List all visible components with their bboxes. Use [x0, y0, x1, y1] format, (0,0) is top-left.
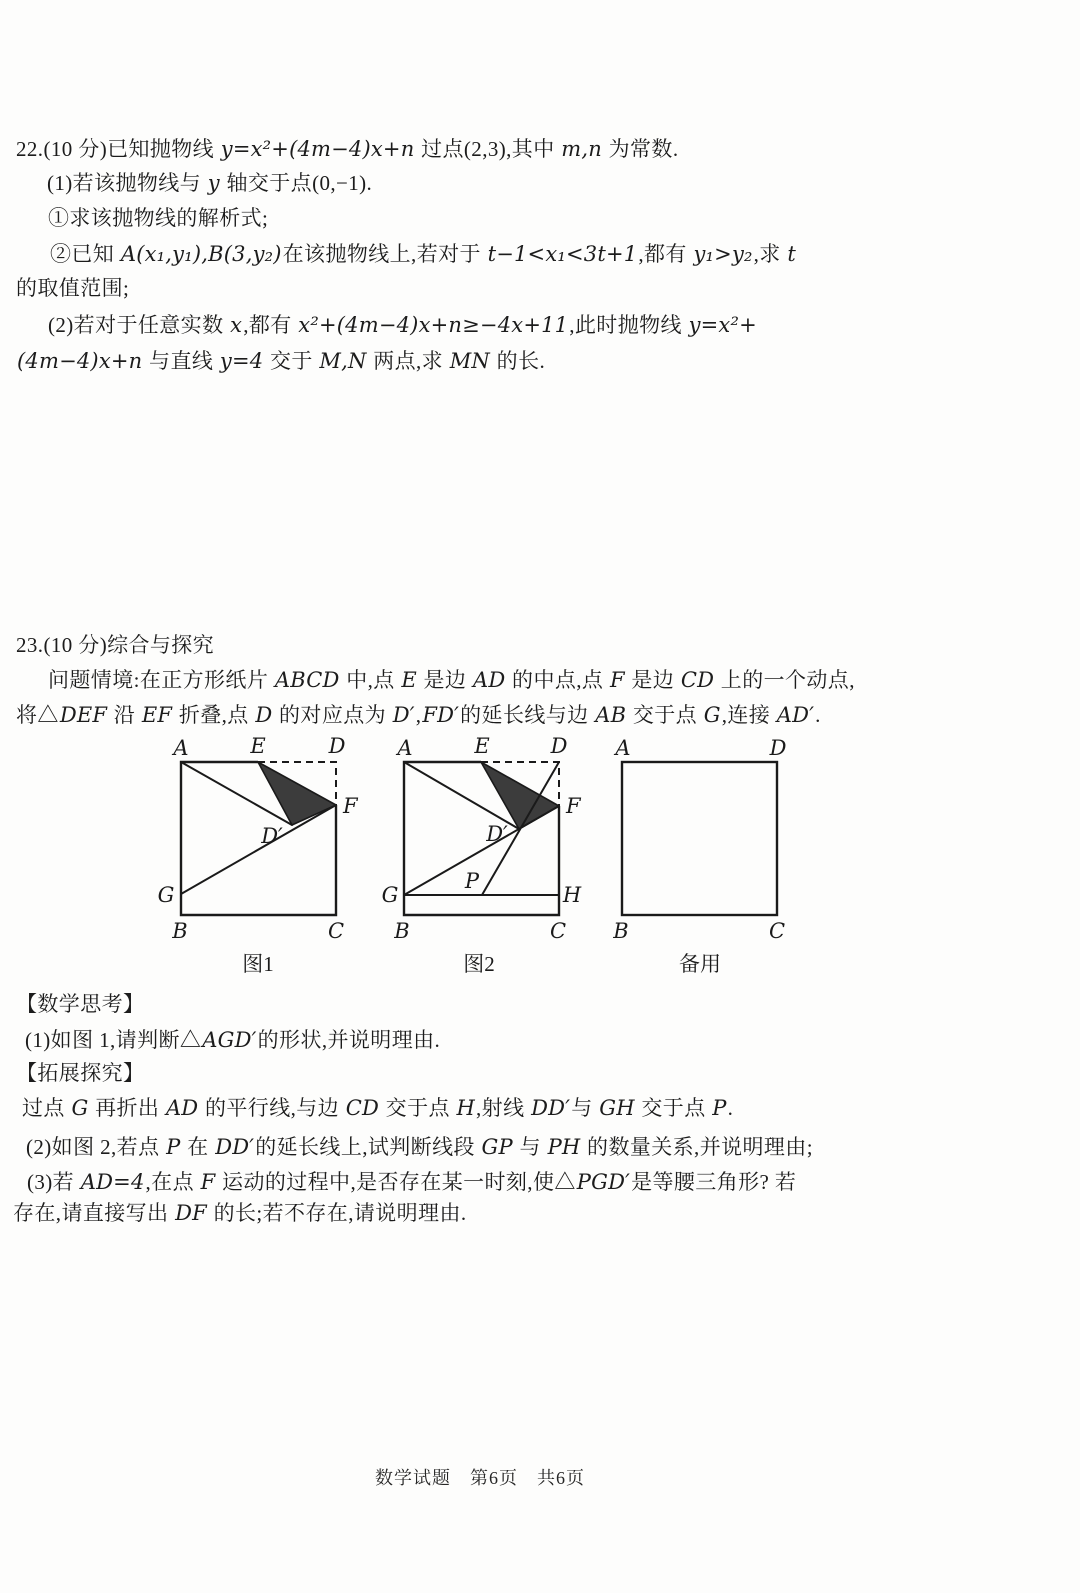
math-run: y: [207, 171, 220, 195]
text-run: ,射线: [476, 1096, 531, 1120]
fig2-label-H: H: [562, 883, 582, 907]
text-run: 的取值范围;: [16, 276, 130, 300]
fig2-folded-triangle-EFDprime: [481, 762, 559, 829]
text-run: 的中点,点: [506, 668, 609, 692]
text-run: 与直线: [143, 349, 219, 373]
math-run: DD′: [531, 1096, 571, 1120]
text-run: 是边: [417, 668, 472, 692]
text-run: ,都有: [638, 242, 693, 266]
math-run: x²+(4m−4)x+n≥−4x+11: [298, 313, 569, 337]
text-run: 为常数.: [602, 137, 679, 161]
q22-part1: [47, 168, 372, 198]
fig2-label-B: B: [394, 919, 410, 943]
math-run: H: [456, 1096, 476, 1120]
fig3-label-D: D: [769, 736, 787, 760]
math-run: D: [255, 703, 273, 727]
fig2-label-D: D: [550, 735, 568, 758]
fig1-folded-triangle-EFDprime: [258, 762, 336, 825]
fig1-caption: 图1: [242, 952, 274, 976]
math-run: M,N: [319, 349, 367, 373]
math-run: y₁>y₂: [693, 242, 753, 266]
text-run: 23.(10 分)综合与探究: [16, 633, 215, 657]
fig2-label-F: F: [566, 794, 581, 818]
math-run: MN: [449, 349, 491, 373]
math-run: t−1<x₁<3t+1: [487, 242, 638, 266]
math-run: G: [71, 1096, 89, 1120]
q22-part2b: [16, 346, 545, 376]
fig3-label-C: C: [768, 919, 786, 943]
text-run: 在该抛物线上,若对于: [282, 242, 487, 266]
fig1-label-F: F: [343, 794, 358, 818]
fig2-label-E: E: [474, 735, 490, 758]
text-run: ,此时抛物线: [569, 313, 688, 337]
text-run: 问题情境:在正方形纸片: [48, 668, 274, 692]
text-run: 【拓展探究】: [16, 1061, 145, 1085]
math-run: DD′: [215, 1135, 255, 1159]
text-run: ,连接: [721, 703, 776, 727]
math-run: CD: [345, 1096, 380, 1120]
q23-part3b: [13, 1198, 467, 1228]
math-run: PH: [547, 1135, 581, 1159]
math-run: ABCD: [274, 668, 340, 692]
text-run: 交于: [264, 349, 319, 373]
fig1-label-E: E: [250, 735, 266, 758]
text-run: 两点,求: [367, 349, 449, 373]
q23-context-1: [48, 665, 855, 695]
math-run: PGD′: [576, 1170, 631, 1194]
text-run: 上的一个动点,: [715, 668, 855, 692]
q22-part1-sub2b: [16, 273, 129, 303]
fig3-label-A: A: [615, 736, 631, 760]
q22-part1-sub1: [48, 203, 268, 233]
math-run: AGD′: [202, 1028, 257, 1052]
math-run: F: [609, 668, 625, 692]
text-run: 【数学思考】: [16, 992, 145, 1016]
math-run: AD′: [776, 703, 815, 727]
math-run: CD: [680, 668, 715, 692]
math-run: E: [401, 668, 417, 692]
fig2-label-G: G: [381, 883, 399, 907]
text-run: 交于点: [635, 1096, 712, 1120]
math-run: AD: [165, 1096, 199, 1120]
math-run: EF: [141, 703, 173, 727]
text-run: (2)如图 2,若点: [26, 1135, 166, 1159]
fig2-label-A: A: [397, 736, 413, 760]
q23-stem: [16, 630, 214, 660]
figure-1: [158, 735, 359, 976]
text-run: ,: [415, 703, 422, 727]
text-run: 的长;若不存在,请说明理由.: [207, 1201, 467, 1225]
text-run: (2)若对于任意实数: [48, 313, 230, 337]
text-run: 沿: [108, 703, 141, 727]
text-run: 过点: [22, 1096, 71, 1120]
math-run: t: [787, 242, 796, 266]
text-run: (3)若: [27, 1170, 80, 1194]
text-run: 与: [513, 1135, 547, 1159]
q23-context-2: [16, 700, 821, 730]
text-run: 的平行线,与边: [199, 1096, 345, 1120]
math-run: AD=4: [80, 1170, 145, 1194]
fig1-square-solid-edges: [181, 762, 336, 915]
text-run: 的长.: [491, 349, 546, 373]
text-run: 中,点: [340, 668, 401, 692]
math-run: x: [230, 313, 243, 337]
text-run: 是等腰三角形? 若: [631, 1170, 797, 1194]
q22-part1-sub2: [50, 239, 797, 269]
text-run: 交于点: [380, 1096, 456, 1120]
math-run: GH: [599, 1096, 635, 1120]
math-run: y=x²+(4m−4)x+n: [220, 137, 415, 161]
q23-part3: [27, 1167, 796, 1197]
fig2-label-P: P: [464, 869, 480, 893]
math-run: y=4: [219, 349, 264, 373]
text-run: 是边: [625, 668, 680, 692]
q23-section-thinking: [16, 989, 144, 1019]
text-run: 在: [181, 1135, 215, 1159]
fig1-label-A: A: [173, 736, 189, 760]
text-run: 的对应点为: [273, 703, 392, 727]
fig2-label-C: C: [549, 919, 567, 943]
page-footer: 数学试题 第6页 共6页: [375, 1468, 585, 1488]
text-run: 22.(10 分)已知抛物线: [16, 137, 220, 161]
text-run: 轴交于点(0,−1).: [220, 171, 373, 195]
math-run: DF: [175, 1201, 207, 1225]
math-run: GP: [481, 1135, 513, 1159]
q23-part1: [25, 1025, 440, 1055]
fig1-line-G-F: [181, 805, 336, 894]
fig2-caption: 图2: [463, 952, 495, 976]
fig2-line-G-F: [404, 806, 559, 895]
math-run: m,n: [561, 137, 602, 161]
text-run: 交于点: [627, 703, 703, 727]
figure-2: [382, 735, 582, 976]
fig2-label-Dprime: D′: [486, 822, 508, 846]
text-run: (1)若该抛物线与: [47, 171, 207, 195]
q22-stem: [16, 134, 678, 164]
text-run: 存在,请直接写出: [13, 1201, 175, 1225]
text-run: 的数量关系,并说明理由;: [581, 1135, 813, 1159]
text-run: 与: [571, 1096, 599, 1120]
math-run: P: [166, 1135, 181, 1159]
math-run: D′: [392, 703, 415, 727]
text-run: 运动的过程中,是否存在某一时刻,使△: [216, 1170, 576, 1194]
math-run: F: [200, 1170, 216, 1194]
text-run: ②已知: [50, 242, 120, 266]
text-run: 的延长线上,试判断线段: [255, 1135, 481, 1159]
q23-section-explore: [16, 1058, 144, 1088]
math-run: DEF: [59, 703, 108, 727]
math-run: A(x₁,y₁),B(3,y₂): [120, 242, 282, 266]
text-run: ,求: [753, 242, 787, 266]
text-run: (1)如图 1,请判断△: [25, 1028, 202, 1052]
text-run: .: [815, 703, 821, 727]
q23-explore-setup: [22, 1093, 733, 1123]
text-run: 过点(2,3),其中: [415, 137, 561, 161]
text-run: 的形状,并说明理由.: [257, 1028, 441, 1052]
math-run: y=x²+: [688, 313, 757, 337]
math-run: (4m−4)x+n: [17, 349, 143, 373]
math-run: AD: [472, 668, 506, 692]
text-run: ,都有: [243, 313, 298, 337]
text-run: 将△: [16, 703, 59, 727]
text-run: 再折出: [89, 1096, 165, 1120]
fig3-label-B: B: [613, 919, 629, 943]
text-run: ①求该抛物线的解析式;: [48, 206, 269, 230]
figure-3-spare: [612, 736, 786, 976]
math-run: FD′: [422, 703, 460, 727]
fig1-label-C: C: [327, 919, 345, 943]
text-run: 折叠,点: [173, 703, 255, 727]
math-run: P: [712, 1096, 727, 1120]
fig3-square: [622, 762, 777, 915]
figures-row: [0, 735, 1080, 993]
fig3-caption: 备用: [679, 952, 721, 976]
text-run: .: [727, 1096, 734, 1120]
q22-part2: [48, 310, 758, 340]
math-run: AB: [595, 703, 627, 727]
fig1-label-D: D: [328, 735, 346, 758]
fig1-label-G: G: [157, 883, 175, 907]
fig1-label-Dprime: D′: [261, 824, 283, 848]
text-run: ,在点: [145, 1170, 200, 1194]
fig2-square-solid-edges: [404, 762, 559, 915]
q23-part2: [26, 1132, 813, 1162]
fig1-label-B: B: [172, 919, 188, 943]
text-run: 的延长线与边: [460, 703, 595, 727]
math-run: G: [703, 703, 721, 727]
